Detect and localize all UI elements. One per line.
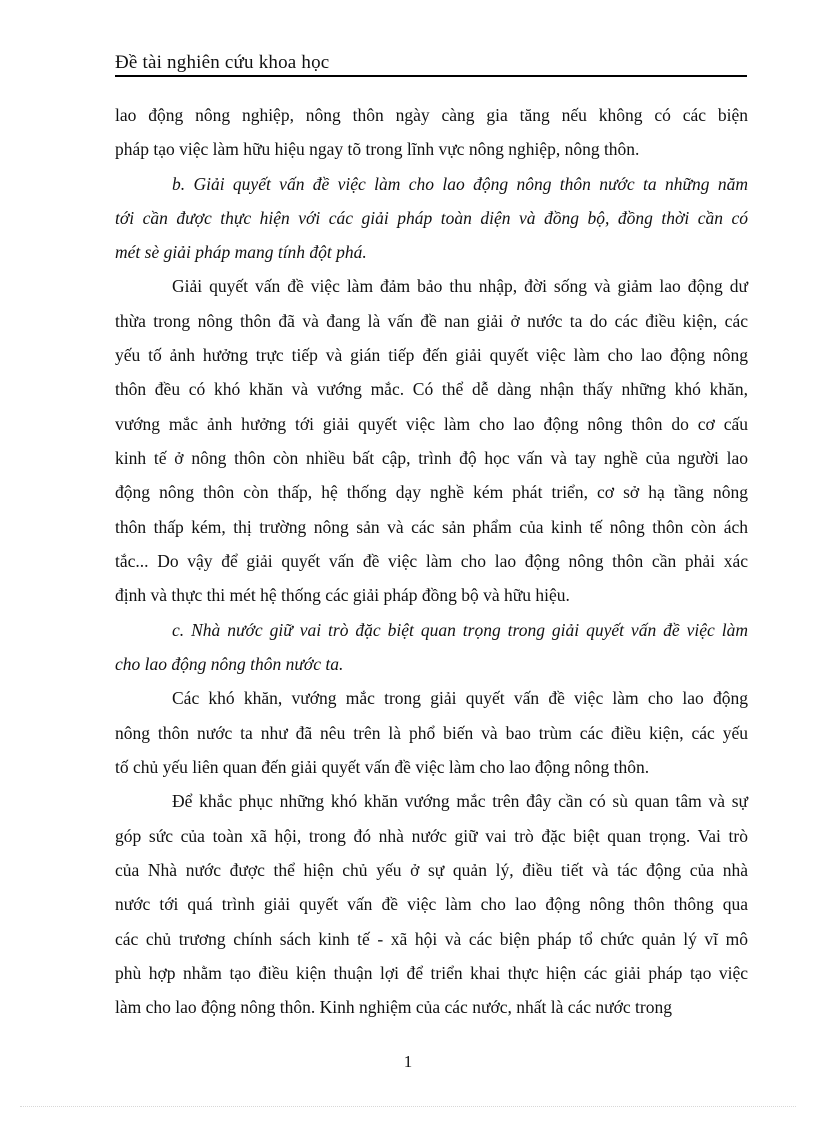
text-line: nông thôn nước ta như đã nêu trên là phổ biến và bao trùm các điều kiện, các yếu xyxy=(115,723,748,743)
header-divider xyxy=(115,75,747,77)
text-line: yếu tố ảnh hưởng trực tiếp và gián tiếp đến giải quyết việc làm cho lao động nông xyxy=(115,345,748,365)
text-line: pháp tạo việc làm hữu hiệu ngay tõ trong lĩnh vực nông nghiệp, nông thôn. xyxy=(115,139,640,159)
text-line: các chủ trương chính sách kinh tế - xã hội và các biện pháp tổ chức quản lý vĩ mô xyxy=(115,929,748,949)
section-heading-b: tới cần được thực hiện với các giải pháp toàn diện và đồng bộ, đồng thời cần có xyxy=(115,208,748,228)
text-line: góp sức của toàn xã hội, trong đó nhà nước giữ vai trò đặc biệt quan trọng. Vai trò xyxy=(115,826,748,846)
text-line: thừa trong nông thôn đã và đang là vấn đề nan giải ở nước ta do các điều kiện, các xyxy=(115,311,748,331)
text-line: Để khắc phục những khó khăn vướng mắc trên đây cần có sù quan tâm và sự xyxy=(172,791,748,811)
page-header-title: Đề tài nghiên cứu khoa học xyxy=(115,52,330,73)
section-heading-b: mét sè giải pháp mang tính đột phá. xyxy=(115,242,367,262)
section-heading-b: b. Giải quyết vấn đề việc làm cho lao động nông thôn nước ta những năm xyxy=(172,174,748,194)
text-line: kinh tế ở nông thôn còn nhiều bất cập, trình độ học vấn và tay nghề của người lao xyxy=(115,448,748,468)
text-line: định và thực thi mét hệ thống các giải pháp đồng bộ và hữu hiệu. xyxy=(115,585,570,605)
text-line: Các khó khăn, vướng mắc trong giải quyết vấn đề việc làm cho lao động xyxy=(172,688,748,708)
text-line: tắc... Do vậy để giải quyết vấn đề việc làm cho lao động nông thôn cần phải xác xyxy=(115,551,748,571)
text-line: thôn thấp kém, thị trường nông sản và các sản phẩm của kinh tế nông thôn còn ách xyxy=(115,517,748,537)
text-line: thôn đều có khó khăn và vướng mắc. Có thể dễ dàng nhận thấy những khó khăn, xyxy=(115,379,748,399)
page-number: 1 xyxy=(403,1052,413,1071)
section-heading-c: c. Nhà nước giữ vai trò đặc biệt quan trọng trong giải quyết vấn đề việc làm xyxy=(172,620,748,640)
text-line: của Nhà nước được thể hiện chủ yếu ở sự quản lý, điều tiết và tác động của nhà xyxy=(115,860,748,880)
text-line: làm cho lao động nông thôn. Kinh nghiệm của các nước, nhất là các nước trong xyxy=(115,997,672,1017)
text-line: Giải quyết vấn đề việc làm đảm bảo thu nhập, đời sống và giảm lao động dư xyxy=(172,276,748,296)
page-bottom-divider xyxy=(20,1106,796,1107)
text-line: phù hợp nhằm tạo điều kiện thuận lợi để triển khai thực hiện các giải pháp tạo việc xyxy=(115,963,748,983)
text-line: lao động nông nghiệp, nông thôn ngày càng gia tăng nếu không có các biện xyxy=(115,105,748,125)
text-line: nước tới quá trình giải quyết vấn đề việc làm cho lao động nông thôn thông qua xyxy=(115,894,748,914)
text-line: vướng mắc ảnh hưởng tới giải quyết việc làm cho lao động nông thôn do cơ cấu xyxy=(115,414,748,434)
text-line: tố chủ yếu liên quan đến giải quyết vấn đề việc làm cho lao động nông thôn. xyxy=(115,757,650,777)
text-line: động nông thôn còn thấp, hệ thống dạy nghề kém phát triển, cơ sở hạ tầng nông xyxy=(115,482,748,502)
section-heading-c: cho lao động nông thôn nước ta. xyxy=(115,654,344,674)
